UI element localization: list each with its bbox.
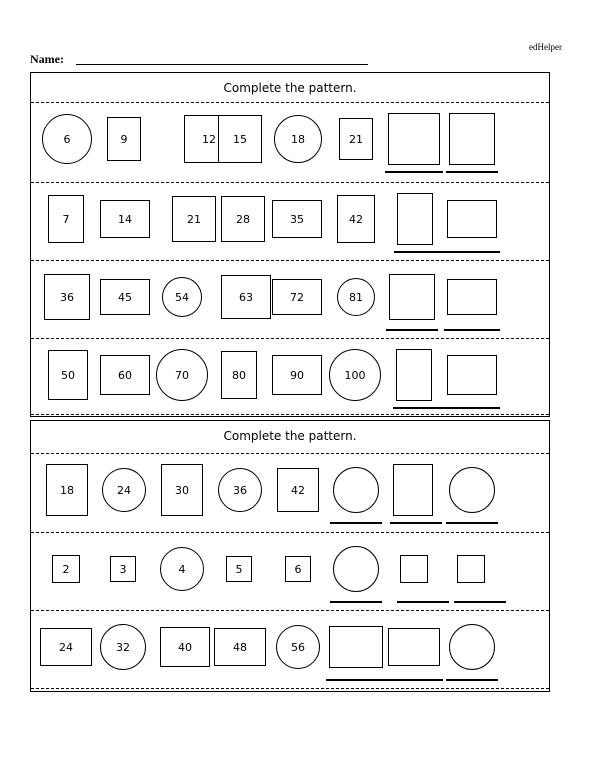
pattern-rect: 48: [214, 628, 266, 666]
pattern-rect: 21: [339, 118, 373, 160]
answer-circle[interactable]: [333, 467, 379, 513]
answer-underline: [385, 171, 443, 173]
pattern-circle: 100: [329, 349, 381, 401]
pattern-circle: 24: [102, 468, 146, 512]
dashed-divider: [31, 260, 549, 261]
section-title: Complete the pattern.: [223, 81, 357, 95]
pattern-circle: 18: [274, 115, 322, 163]
answer-underline: [390, 522, 442, 524]
answer-underline: [394, 251, 446, 253]
pattern-rect: 24: [40, 628, 92, 666]
dashed-divider: [31, 102, 549, 103]
answer-underline: [444, 329, 500, 331]
pattern-rect: 3: [110, 556, 136, 582]
pattern-rect: 50: [48, 350, 88, 400]
pattern-rect: 60: [100, 355, 150, 395]
pattern-rect: 15: [218, 115, 262, 163]
answer-rect[interactable]: [388, 628, 440, 666]
pattern-section-1: [30, 72, 550, 417]
pattern-rect: 36: [44, 274, 90, 320]
pattern-rect: 21: [172, 196, 216, 242]
pattern-rect: 42: [337, 195, 375, 243]
pattern-rect: 5: [226, 556, 252, 582]
answer-rect[interactable]: [457, 555, 485, 583]
pattern-rect: 2: [52, 555, 80, 583]
pattern-rect: 72: [272, 279, 322, 315]
pattern-circle: 4: [160, 547, 204, 591]
answer-underline: [444, 407, 500, 409]
answer-underline: [330, 601, 382, 603]
pattern-rect: 9: [107, 117, 141, 161]
pattern-circle: 56: [276, 625, 320, 669]
dashed-divider: [31, 338, 549, 339]
pattern-rect: 30: [161, 464, 203, 516]
pattern-circle: 81: [337, 278, 375, 316]
answer-rect[interactable]: [447, 200, 497, 238]
answer-underline: [446, 679, 498, 681]
answer-circle[interactable]: [449, 624, 495, 670]
answer-circle[interactable]: [449, 467, 495, 513]
pattern-rect: 42: [277, 468, 319, 512]
pattern-rect: 90: [272, 355, 322, 395]
pattern-rect: 7: [48, 195, 84, 243]
dashed-divider: [31, 453, 549, 454]
pattern-rect: 12: [184, 115, 234, 163]
pattern-rect: 28: [221, 196, 265, 242]
answer-rect[interactable]: [447, 355, 497, 395]
dashed-divider: [31, 688, 549, 689]
answer-underline: [326, 679, 386, 681]
answer-underline: [444, 251, 500, 253]
answer-underline: [393, 407, 445, 409]
answer-underline: [446, 522, 498, 524]
pattern-rect: 6: [285, 556, 311, 582]
pattern-rect: 35: [272, 200, 322, 238]
pattern-circle: 6: [42, 114, 92, 164]
brand-label: edHelper: [529, 42, 562, 52]
answer-underline: [397, 601, 449, 603]
answer-rect[interactable]: [396, 349, 432, 401]
answer-rect[interactable]: [388, 113, 440, 165]
pattern-rect: 45: [100, 279, 150, 315]
answer-rect[interactable]: [449, 113, 495, 165]
pattern-section-2: [30, 420, 550, 692]
name-label: Name:: [30, 52, 64, 66]
pattern-rect: 63: [221, 275, 271, 319]
answer-underline: [386, 329, 438, 331]
answer-underline: [330, 522, 382, 524]
dashed-divider: [31, 414, 549, 415]
answer-rect[interactable]: [389, 274, 435, 320]
pattern-rect: 80: [221, 351, 257, 399]
section-title: Complete the pattern.: [223, 429, 357, 443]
answer-circle[interactable]: [333, 546, 379, 592]
answer-underline: [454, 601, 506, 603]
answer-rect[interactable]: [329, 626, 383, 668]
answer-underline: [446, 171, 498, 173]
pattern-rect: 14: [100, 200, 150, 238]
answer-rect[interactable]: [400, 555, 428, 583]
answer-rect[interactable]: [393, 464, 433, 516]
pattern-rect: 40: [160, 627, 210, 667]
pattern-circle: 54: [162, 277, 202, 317]
pattern-rect: 18: [46, 464, 88, 516]
name-line[interactable]: [76, 64, 368, 65]
answer-underline: [385, 679, 443, 681]
dashed-divider: [31, 532, 549, 533]
pattern-circle: 70: [156, 349, 208, 401]
dashed-divider: [31, 610, 549, 611]
answer-rect[interactable]: [447, 279, 497, 315]
pattern-circle: 32: [100, 624, 146, 670]
dashed-divider: [31, 182, 549, 183]
pattern-circle: 36: [218, 468, 262, 512]
answer-rect[interactable]: [397, 193, 433, 245]
